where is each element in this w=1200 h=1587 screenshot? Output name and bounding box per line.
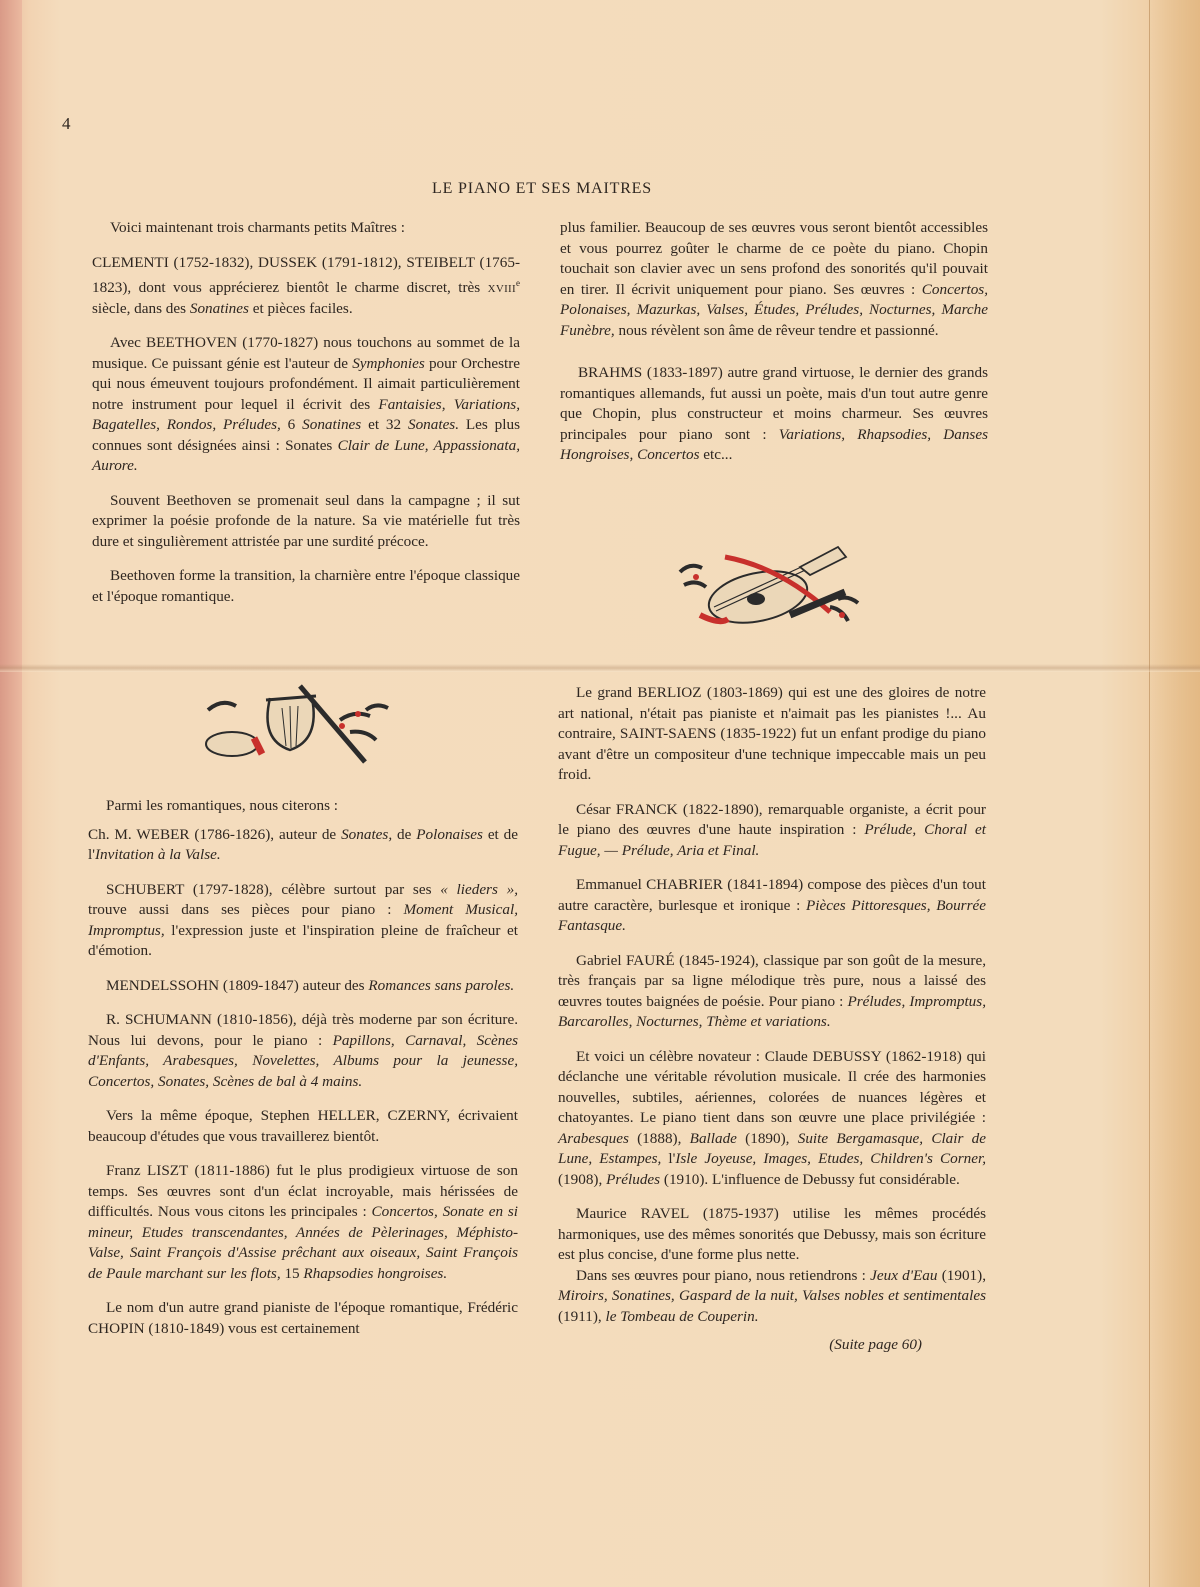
paragraph-franck: César FRANCK (1822-1890), remarquable organiste, a écrit pour le piano des œuvres d'une haute inspiration : Prélude, Choral et Fugue, — Prélude, Aria et Final. [558,800,986,859]
paragraph-beethoven-nature: Souvent Beethoven se promenait seul dans la campagne ; il sut exprimer la poésie profonde de la nature. Sa vie matérielle fut très dure et singulièrement attristée par une surdité précoce. [92,491,520,550]
lyre-and-flute-ornament [190,680,405,770]
paragraph-intro: Voici maintenant trois charmants petits Maîtres : [110,219,405,236]
page-title: LE PIANO ET SES MAITRES [432,180,652,197]
paragraph-schubert: SCHUBERT (1797-1828), célèbre surtout par ses « lieders », trouve aussi dans ses pièces pour piano : Moment Musical, Impromptus, l'expression juste et l'inspiration pleine de fraîcheur et d'émotion. [88,880,518,959]
left-page-edge [0,0,22,1587]
paragraph-chabrier: Emmanuel CHABRIER (1841-1894) compose des pièces d'un tout autre caractère, burlesque et ironique : Pièces Pittoresques, Bourrée Fantasque. [558,876,986,934]
right-column-top [560,218,988,480]
paragraph-weber: Ch. M. WEBER (1786-1826), auteur de Sonates, de Polonaises et de l'Invitation à la Valse. [88,825,519,863]
paragraph-ravel: Maurice RAVEL (1875-1937) utilise les mêmes procédés harmoniques, use des mêmes sonorités que Debussy, mais son écriture est plus concise, d'une forme plus nette. [558,1205,986,1263]
paragraph-heller-czerny: Vers la même époque, Stephen HELLER, CZERNY, écrivaient beaucoup d'études que vous travaillerez bientôt. [88,1107,518,1145]
paragraph-chopin-continued: plus familier. Beaucoup de ses œuvres vous seront bientôt accessibles et vous pourrez goûter le charme de ce poète du piano. Chopin touchait son clavier avec un sens profond des sonorités qu'il pouvait en tirer. Il écrivit uniquement pour piano. Ses œuvres : Concertos, Polonaises, Mazurkas, Valses, Études, Préludes, Nocturnes, Marche Funèbre, nous révèlent son âme de rêveur tendre et passionné. [560,219,988,339]
paragraph-beethoven-transition: Beethoven forme la transition, la charnière entre l'époque classique et l'époque romantique. [92,567,520,605]
left-column-top [92,218,520,621]
page-number: 4 [62,114,71,133]
paragraph-debussy: Et voici un célèbre novateur : Claude DEBUSSY (1862-1918) qui déclanche une véritable révolution musicale. Il crée des harmonies nouvelles, subtiles, aériennes, colorées de nuances légères et chatoyantes. Le piano tient dans son œuvre une place privilégiée : Arabesques (1888), Ballade (1890), Suite Bergamasque, Clair de Lune, Estampes, l'Isle Joyeuse, Images, Etudes, Children's Corner, (1908), Préludes (1910). L'influence de Debussy fut considérable. [558,1047,986,1188]
paragraph-faure: Gabriel FAURÉ (1845-1924), classique par son goût de la mesure, très français par sa ligne mélodique très pure, nous a laissé des œuvres toutes baignées de poésie. Pour piano : Préludes, Impromptus, Barcarolles, Nocturnes, Thème et variations. [558,951,986,1030]
paragraph-mendelssohn: MENDELSSOHN (1809-1847) auteur des Romances sans paroles. [106,976,515,994]
right-page-edge [1149,0,1200,1587]
paragraph-beethoven: Avec BEETHOVEN (1770-1827) nous touchons au sommet de la musique. Ce puissant génie est l'auteur de Symphonies pour Orchestre qui nous émeuvent toujours profondément. Il aimait particulièrement notre instrument pour lequel il écrivit des Fantaisies, Variations, Bagatelles, Rondos, Préludes, 6 Sonatines et 32 Sonates. Les plus connues sont désignées ainsi : Sonates Clair de Lune, Appassionata, Aurore. [92,334,521,475]
paragraph-clementi: CLEMENTI (1752-1832), DUSSEK (1791-1812), STEIBELT (1765-1823), dont vous apprécierez bientôt le charme discret, très xviii$^e$ siècle, dans des Sonatines et pièces faciles. [92,253,520,317]
paragraph-romantiques: Parmi les romantiques, nous citerons : [106,797,338,814]
left-column-bottom [88,796,518,1353]
paragraph-chopin-intro: Le nom d'un autre grand pianiste de l'époque romantique, Frédéric CHOPIN (1810-1849) vous est certainement [88,1299,518,1337]
lute-and-bow-ornament [670,537,870,632]
right-column-bottom [558,683,986,1370]
paragraph-schumann: R. SCHUMANN (1810-1856), déjà très moderne par son écriture. Nous lui devons, pour le piano : Papillons, Carnaval, Scènes d'Enfants, Arabesques, Novelettes, Albums pour la jeunesse, Concertos, Sonates, Scènes de bal à 4 mains. [88,1011,518,1090]
paragraph-berlioz-saint-saens: Le grand BERLIOZ (1803-1869) qui est une des gloires de notre art national, n'était pas pianiste et n'aimait pas les pianistes !... Au contraire, SAINT-SAENS (1835-1922) fut un enfant prodige du piano avant d'être un compositeur d'une technique impeccable mais un peu froid. [558,684,986,783]
paragraph-ravel-works: Dans ses œuvres pour piano, nous retiendrons : Jeux d'Eau (1901), Miroirs, Sonatines, Gaspard de la nuit, Valses nobles et sentimentales (1911), le Tombeau de Couperin. [558,1266,987,1325]
page-fold [0,664,1200,672]
continued-note: (Suite page 60) [829,1336,922,1353]
paragraph-brahms: BRAHMS (1833-1897) autre grand virtuose, le dernier des grands romantiques allemands, fut aussi un poète, mais d'un tout autre genre que Chopin, plus constructeur et moins charmeur. Ses œuvres principales pour piano sont : Variations, Rhapsodies, Danses Hongroises, Concertos etc... [560,364,988,463]
paragraph-liszt: Franz LISZT (1811-1886) fut le plus prodigieux virtuose de son temps. Ses œuvres sont d'un éclat incroyable, mais hérissées de difficultés. Nous vous citons les principales : Concertos, Sonate en si mineur, Etudes transcendantes, Années de Pèlerinages, Méphisto-Valse, Saint François d'Assise prêchant aux oiseaux, Saint François de Paule marchant sur les flots, 15 Rhapsodies hongroises. [88,1162,518,1282]
